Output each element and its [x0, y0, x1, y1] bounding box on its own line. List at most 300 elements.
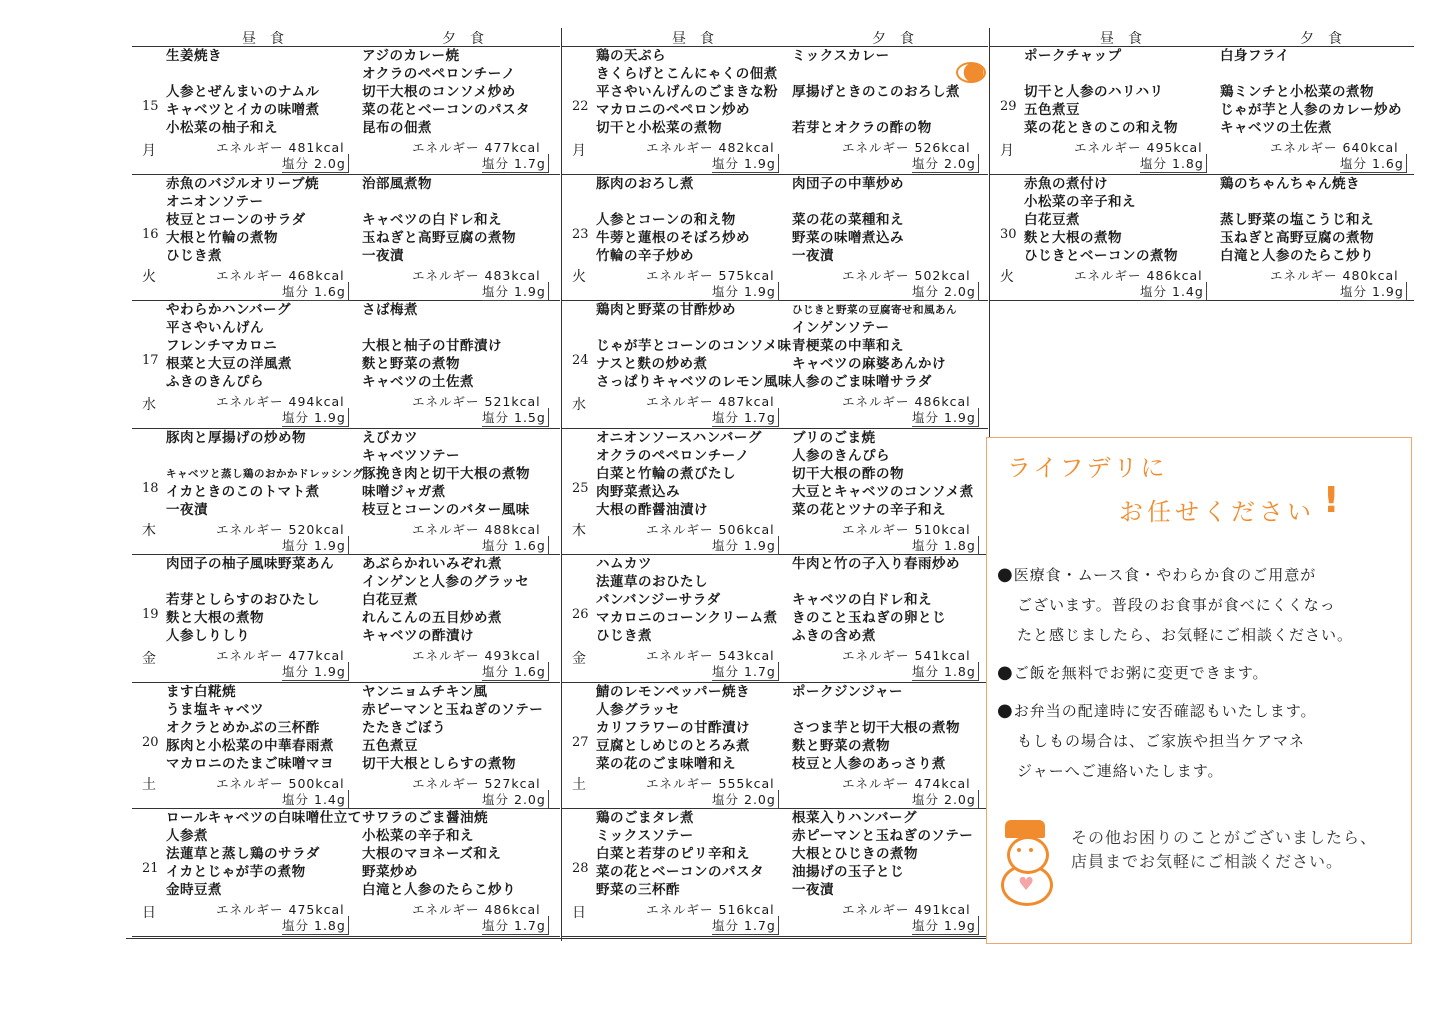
menu-item: 若芽としらすのおひたし: [166, 592, 320, 608]
menu-item: 青梗菜の中華和え: [792, 338, 904, 354]
lunch-menu: [166, 429, 364, 519]
menu-item: きくらげとこんにゃくの佃煮: [596, 66, 778, 82]
day-number: 15: [142, 99, 159, 114]
menu-item: キャベツの酢漬け: [362, 628, 474, 644]
menu-item: 菜の花とベーコンのパスタ: [362, 102, 530, 118]
menu-item: ひじき煮: [596, 628, 652, 644]
dinner-header: 夕食: [442, 31, 498, 47]
menu-item: 豚肉と厚揚げの炒め物: [166, 430, 306, 446]
menu-item: れんこんの五目炒め煮: [362, 610, 502, 626]
dinner-menu: [362, 301, 558, 391]
menu-item: [792, 701, 988, 719]
dinner-menu: [362, 809, 558, 899]
menu-item: 一夜漬: [792, 248, 834, 264]
day-number: 27: [572, 735, 589, 750]
menu-item: マカロニのたまご味噌マヨ: [166, 756, 334, 772]
menu-item: ヤンニョムチキン風: [362, 684, 488, 700]
lunch-menu: [596, 809, 794, 899]
menu-item: 治部風煮物: [362, 176, 432, 192]
dinner-energy: エネルギー 477kcal: [412, 140, 541, 155]
dinner-menu: [1220, 175, 1416, 265]
dinner-energy: エネルギー 486kcal: [412, 902, 541, 917]
menu-item: 一夜漬: [792, 882, 834, 898]
menu-item: 金時豆煮: [166, 882, 222, 898]
dinner-salt: 塩分 1.6g: [482, 662, 549, 681]
menu-item: 豚肉のおろし煮: [596, 176, 694, 192]
dinner-energy: エネルギー 488kcal: [412, 522, 541, 537]
day-of-week: 火: [1000, 269, 1014, 285]
menu-item: 枝豆と人参のあっさり煮: [792, 756, 946, 772]
menu-item: 肉団子の柚子風味野菜あん: [166, 556, 334, 572]
day-number: 26: [572, 607, 589, 622]
menu-item: [792, 193, 988, 211]
menu-item: うま塩キャベツ: [166, 702, 264, 718]
dinner-salt: 塩分 1.9g: [912, 408, 979, 427]
menu-item: 切干と人参のハリハリ: [1024, 84, 1164, 100]
lunch-energy: エネルギー 486kcal: [1074, 268, 1203, 283]
menu-item: 大根と柚子の甘酢漬け: [362, 338, 502, 354]
day-number: 24: [572, 353, 589, 368]
menu-item: ひじきとベーコンの煮物: [1024, 248, 1178, 264]
menu-item: 枝豆とコーンのバター風味: [362, 502, 530, 518]
menu-item: じゃが芋とコーンのコンソメ味: [596, 338, 792, 354]
dinner-header: 夕食: [1300, 31, 1356, 47]
lunch-header: 昼食: [672, 31, 728, 47]
menu-item: 厚揚げときのこのおろし煮: [792, 84, 960, 100]
menu-item: [1220, 193, 1416, 211]
lunch-energy: エネルギー 500kcal: [216, 776, 345, 791]
menu-item: 白滝と人参のたらこ炒り: [362, 882, 516, 898]
day-row: [562, 809, 988, 937]
menu-item: 五色煮豆: [362, 738, 418, 754]
day-of-week: 日: [142, 905, 156, 921]
menu-item: 昆布の佃煮: [362, 120, 432, 136]
menu-item: ミックスカレー: [792, 48, 890, 64]
menu-item: 肉団子の中華炒め: [792, 176, 904, 192]
lunch-menu: [166, 555, 364, 645]
dinner-energy: エネルギー 640kcal: [1270, 140, 1399, 155]
lunch-salt: 塩分 1.4g: [1140, 282, 1207, 301]
dinner-salt: 塩分 1.9g: [482, 282, 549, 301]
dinner-menu: [792, 683, 988, 773]
menu-item: 菜の花ときのこの和え物: [1024, 120, 1178, 136]
menu-item: 人参とコーンの和え物: [596, 212, 736, 228]
menu-item: ふきのきんぴら: [166, 374, 264, 390]
menu-item: さつま芋と切干大根の煮物: [792, 720, 960, 736]
lunch-energy: エネルギー 506kcal: [646, 522, 775, 537]
day-row: [562, 683, 988, 809]
lunch-menu: [596, 47, 794, 137]
day-row: [132, 47, 560, 175]
menu-item: ます白糀焼: [166, 684, 236, 700]
menu-item: 平さやいんげんのごまきな粉: [596, 84, 778, 100]
dinner-energy: エネルギー 541kcal: [842, 648, 971, 663]
menu-item: 野菜の三杯酢: [596, 882, 680, 898]
dinner-menu: [362, 175, 558, 265]
menu-item: オニオンソースハンバーグ: [596, 430, 762, 446]
menu-item: キャベツとイカの味噌煮: [166, 102, 320, 118]
menu-item: ひじき煮: [166, 248, 222, 264]
day-of-week: 火: [572, 269, 586, 285]
menu-item: バンバンジーサラダ: [596, 592, 721, 608]
dinner-menu: [792, 809, 988, 899]
day-of-week: 木: [572, 523, 586, 539]
menu-item: キャベツソテー: [362, 448, 460, 464]
menu-item: 一夜漬: [362, 248, 404, 264]
menu-item: オクラのペペロンチーノ: [362, 66, 516, 82]
menu-item: [596, 319, 794, 337]
dinner-menu: [362, 555, 558, 645]
menu-item: [362, 319, 558, 337]
lunch-menu: [166, 175, 364, 265]
lunch-salt: 塩分 1.7g: [712, 916, 779, 935]
day-of-week: 水: [572, 397, 586, 413]
menu-item: キャベツの白ドレ和え: [362, 212, 502, 228]
day-row: [132, 809, 560, 937]
menu-item: イカとじゃが芋の煮物: [166, 864, 306, 880]
menu-item: [1220, 65, 1416, 83]
dinner-energy: エネルギー 521kcal: [412, 394, 541, 409]
lunch-energy: エネルギー 487kcal: [646, 394, 775, 409]
menu-item: 人参のきんぴら: [792, 448, 890, 464]
day-number: 22: [572, 99, 589, 114]
day-number: 25: [572, 481, 589, 496]
lunch-menu: [166, 683, 364, 773]
dinner-energy: エネルギー 480kcal: [1270, 268, 1399, 283]
menu-item: 白菜と若芽のピリ辛和え: [596, 846, 750, 862]
day-number: 18: [142, 481, 159, 496]
week-column-1: [132, 28, 560, 937]
menu-item: 鶏のごまタレ煮: [596, 810, 694, 826]
lunch-menu: [166, 47, 364, 137]
menu-item: 野菜の味噌煮込み: [792, 230, 904, 246]
menu-item: 切干大根の酢の物: [792, 466, 904, 482]
menu-item: オクラのペペロンチーノ: [596, 448, 750, 464]
dinner-header: 夕食: [872, 31, 928, 47]
dinner-energy: エネルギー 510kcal: [842, 522, 971, 537]
mascot-icon: ♥: [999, 820, 1051, 902]
menu-item: 五色煮豆: [1024, 102, 1080, 118]
exclamation-mark: !: [1323, 480, 1340, 521]
lunch-energy: エネルギー 494kcal: [216, 394, 345, 409]
week-column-3: [990, 28, 1414, 301]
day-row: [562, 301, 988, 429]
menu-item: ミックスソテー: [596, 828, 694, 844]
menu-item: 切干大根のコンソメ炒め: [362, 84, 516, 100]
menu-item: 人参しりしり: [166, 628, 250, 644]
menu-item: 鶏肉と野菜の甘酢炒め: [596, 302, 736, 318]
menu-item: ひじきと野菜の豆腐寄せ和風あん: [792, 304, 957, 316]
menu-item: オニオンソテー: [166, 194, 264, 210]
dinner-menu: [792, 47, 988, 137]
day-number: 28: [572, 861, 589, 876]
menu-item: 人参とぜんまいのナムル: [166, 84, 320, 100]
lunch-energy: エネルギー 475kcal: [216, 902, 345, 917]
menu-item: ポークチャップ: [1024, 48, 1122, 64]
lunch-salt: 塩分 1.9g: [712, 154, 779, 173]
menu-item: 竹輪の辛子炒め: [596, 248, 694, 264]
bullet-icon: ●: [997, 564, 1014, 585]
menu-item: 人参煮: [166, 828, 208, 844]
lunch-menu: [596, 301, 794, 391]
menu-item: さば梅煮: [362, 302, 418, 318]
lunch-energy: エネルギー 543kcal: [646, 648, 775, 663]
lunch-salt: 塩分 1.7g: [712, 662, 779, 681]
day-number: 17: [142, 353, 159, 368]
day-row: [132, 429, 560, 555]
lunch-energy: エネルギー 482kcal: [646, 140, 775, 155]
menu-item: きのこと玉ねぎの卵とじ: [792, 610, 946, 626]
dinner-energy: エネルギー 474kcal: [842, 776, 971, 791]
menu-item: キャベツの麻婆あんかけ: [792, 356, 946, 372]
menu-item: あぶらかれいみぞれ煮: [362, 556, 502, 572]
menu-item: さっぱりキャベツのレモン風味: [596, 374, 792, 390]
menu-item: ロールキャベツの白味噌仕立て: [166, 810, 362, 826]
menu-item: 赤ピーマンと玉ねぎのソテー: [362, 702, 544, 718]
menu-item: 白滝と人参のたらこ炒り: [1220, 248, 1374, 264]
menu-item: 鶏のちゃんちゃん焼き: [1220, 176, 1360, 192]
lunch-salt: 塩分 1.9g: [282, 536, 349, 555]
day-of-week: 火: [142, 269, 156, 285]
day-row: [562, 555, 988, 683]
menu-item: 鶏の天ぷら: [596, 48, 666, 64]
menu-item: 菜の花とツナの辛子和え: [792, 502, 946, 518]
menu-item: キャベツの土佐煮: [1220, 120, 1332, 136]
day-row: [132, 555, 560, 683]
day-of-week: 水: [142, 397, 156, 413]
menu-item: ブリのごま焼: [792, 430, 876, 446]
bullet-porridge: ●ご飯を無料でお粥に変更できます。: [997, 662, 1269, 683]
lunch-menu: [166, 301, 364, 391]
menu-item: キャベツの土佐煮: [362, 374, 474, 390]
lunch-energy: エネルギー 477kcal: [216, 648, 345, 663]
day-number: 20: [142, 735, 159, 750]
menu-item: アジのカレー焼: [362, 48, 460, 64]
dinner-energy: エネルギー 527kcal: [412, 776, 541, 791]
info-box: [986, 437, 1412, 944]
menu-item: 豚肉と小松菜の中華春雨煮: [166, 738, 334, 754]
menu-item: 大根のマヨネーズ和え: [362, 846, 502, 862]
lunch-energy: エネルギー 495kcal: [1074, 140, 1203, 155]
menu-item: [166, 65, 364, 83]
menu-item: 根菜と大豆の洋風煮: [166, 356, 292, 372]
dinner-salt: 塩分 1.7g: [482, 154, 549, 173]
menu-item: 小松菜の柚子和え: [166, 120, 278, 136]
menu-item: 玉ねぎと高野豆腐の煮物: [362, 230, 516, 246]
menu-item: オクラとめかぶの三杯酢: [166, 720, 320, 736]
week-column-2: [562, 28, 988, 937]
lunch-menu: [596, 683, 794, 773]
menu-item: 玉ねぎと高野豆腐の煮物: [1220, 230, 1374, 246]
column-header: [132, 28, 560, 47]
menu-item: 鶏ミンチと小松菜の煮物: [1220, 84, 1374, 100]
menu-item: 大根と竹輪の煮物: [166, 230, 278, 246]
dinner-salt: 塩分 2.0g: [912, 790, 979, 809]
menu-item: 白花豆煮: [1024, 212, 1080, 228]
menu-item: 豆腐としめじのとろみ煮: [596, 738, 750, 754]
lunch-menu: [596, 555, 794, 645]
day-of-week: 金: [142, 651, 156, 667]
dinner-salt: 塩分 1.5g: [482, 408, 549, 427]
menu-item: 赤魚の煮付け: [1024, 176, 1108, 192]
lunch-energy: エネルギー 555kcal: [646, 776, 775, 791]
lunch-salt: 塩分 1.4g: [282, 790, 349, 809]
menu-item: キャベツの白ドレ和え: [792, 592, 932, 608]
dinner-salt: 塩分 1.9g: [1340, 282, 1407, 301]
lunch-energy: エネルギー 520kcal: [216, 522, 345, 537]
lunch-energy: エネルギー 516kcal: [646, 902, 775, 917]
menu-item: 麩と大根の煮物: [1024, 230, 1122, 246]
lunch-salt: 塩分 1.9g: [282, 662, 349, 681]
dinner-menu: [792, 175, 988, 265]
menu-item: 根菜入りハンバーグ: [792, 810, 918, 826]
menu-item: 生姜焼き: [166, 48, 222, 64]
menu-item: 牛蒡と蓮根のそぼろ炒め: [596, 230, 750, 246]
dinner-menu: [362, 683, 558, 773]
menu-item: 白身フライ: [1220, 48, 1290, 64]
menu-item: 切干大根としらすの煮物: [362, 756, 516, 772]
lunch-header: 昼食: [1100, 31, 1156, 47]
menu-item: 赤ピーマンと玉ねぎのソテー: [792, 828, 974, 844]
menu-item: 鯖のレモンペッパー焼き: [596, 684, 750, 700]
dinner-salt: 塩分 2.0g: [912, 282, 979, 301]
day-of-week: 月: [1000, 143, 1014, 159]
menu-item: マカロニのペペロン炒め: [596, 102, 750, 118]
lunch-energy: エネルギー 481kcal: [216, 140, 345, 155]
menu-item: 豚挽き肉と切干大根の煮物: [362, 466, 530, 482]
column-divider: [561, 28, 562, 941]
menu-item: [166, 573, 364, 591]
bottom-rule: [126, 938, 988, 939]
dinner-salt: 塩分 1.6g: [1340, 154, 1407, 173]
lunch-energy: エネルギー 575kcal: [646, 268, 775, 283]
info-title-line2: お任せください: [1119, 498, 1315, 526]
dinner-menu: [362, 47, 558, 137]
info-bullets: [997, 560, 1407, 794]
menu-item: 蒸し野菜の塩こうじ和え: [1220, 212, 1374, 228]
menu-item: [596, 193, 794, 211]
menu-item: インゲンソテー: [792, 320, 890, 336]
dinner-salt: 塩分 1.8g: [912, 536, 979, 555]
day-number: 16: [142, 227, 159, 242]
menu-item: [792, 573, 988, 591]
menu-item: 野菜炒め: [362, 864, 418, 880]
menu-item: 人参のごま味噌サラダ: [792, 374, 932, 390]
day-of-week: 金: [572, 651, 586, 667]
dinner-salt: 塩分 1.7g: [482, 916, 549, 935]
dinner-menu: [792, 555, 988, 645]
day-row: [990, 47, 1414, 175]
menu-item: ポークジンジャー: [792, 684, 904, 700]
day-number: 19: [142, 607, 159, 622]
lunch-menu: [1024, 47, 1222, 137]
menu-item: [362, 193, 558, 211]
menu-item: ナスと麩の炒め煮: [596, 356, 708, 372]
menu-item: カリフラワーの甘酢漬け: [596, 720, 750, 736]
lunch-menu: [1024, 175, 1222, 265]
dinner-energy: エネルギー 493kcal: [412, 648, 541, 663]
lunch-salt: 塩分 2.0g: [282, 154, 349, 173]
lunch-energy: エネルギー 468kcal: [216, 268, 345, 283]
dinner-salt: 塩分 1.6g: [482, 536, 549, 555]
menu-item: [1024, 65, 1222, 83]
menu-item: イカときのこのトマト煮: [166, 484, 320, 500]
menu-item: 人参グラッセ: [596, 702, 680, 718]
menu-item: 菜の花とベーコンのパスタ: [596, 864, 764, 880]
menu-item: フレンチマカロニ: [166, 338, 278, 354]
column-header: [562, 28, 988, 47]
bullet-safety-check: ●お弁当の配達時に安否確認もいたします。 もしもの場合は、ご家族や担当ケアマネ ジャーへご連絡いたします。: [997, 700, 1317, 780]
day-number: 21: [142, 861, 159, 876]
day-row: [562, 47, 988, 175]
bullet-icon: ●: [997, 662, 1014, 683]
menu-item: 赤魚のバジルオリーブ焼: [166, 176, 319, 192]
menu-item: 大豆とキャベツのコンソメ煮: [792, 484, 974, 500]
info-title-line1: ライフデリに: [1007, 454, 1168, 482]
menu-item: じゃが芋と人参のカレー炒め: [1220, 102, 1402, 118]
menu-item: 平さやいんげん: [166, 320, 264, 336]
menu-item: 麩と大根の煮物: [166, 610, 264, 626]
day-row: [132, 683, 560, 809]
menu-item: 枝豆とコーンのサラダ: [166, 212, 306, 228]
menu-item: ハムカツ: [596, 556, 652, 572]
dinner-salt: 塩分 2.0g: [482, 790, 549, 809]
lunch-salt: 塩分 1.8g: [282, 916, 349, 935]
menu-item: 小松菜の辛子和え: [1024, 194, 1136, 210]
menu-item: やわらかハンバーグ: [166, 302, 292, 318]
menu-item: 白花豆煮: [362, 592, 418, 608]
lunch-menu: [166, 809, 364, 899]
menu-item: 肉野菜煮込み: [596, 484, 680, 500]
lunch-salt: 塩分 1.6g: [282, 282, 349, 301]
lunch-salt: 塩分 1.9g: [282, 408, 349, 427]
lunch-menu: [596, 175, 794, 265]
column-header: [990, 28, 1414, 47]
menu-item: マカロニのコーンクリーム煮: [596, 610, 778, 626]
menu-item: 一夜漬: [166, 502, 208, 518]
menu-item: 白菜と竹輪の煮びたし: [596, 466, 736, 482]
day-of-week: 日: [572, 905, 586, 921]
lunch-header: 昼食: [242, 31, 298, 47]
menu-item: 麩と野菜の煮物: [792, 738, 890, 754]
menu-item: たたきごぼう: [362, 720, 446, 736]
dinner-menu: [1220, 47, 1416, 137]
day-of-week: 土: [142, 777, 156, 793]
day-row: [990, 175, 1414, 301]
menu-item: 菜の花の菜種和え: [792, 212, 904, 228]
menu-item: 法蓮草のおひたし: [596, 574, 708, 590]
day-of-week: 月: [142, 143, 156, 159]
dinner-menu: [792, 301, 988, 391]
menu-item: 菜の花のごま味噌和え: [596, 756, 736, 772]
menu-item: 若芽とオクラの酢の物: [792, 120, 932, 136]
lunch-salt: 塩分 2.0g: [712, 790, 779, 809]
lunch-salt: 塩分 1.9g: [712, 536, 779, 555]
dinner-energy: エネルギー 526kcal: [842, 140, 971, 155]
menu-item: キャベツと蒸し鶏のおかかドレッシング: [166, 468, 364, 480]
menu-item: 油揚げの玉子とじ: [792, 864, 904, 880]
menu-item: [166, 447, 364, 465]
day-number: 23: [572, 227, 589, 242]
menu-item: [792, 101, 988, 119]
dinner-energy: エネルギー 502kcal: [842, 268, 971, 283]
menu-item: 切干と小松菜の煮物: [596, 120, 722, 136]
dinner-energy: エネルギー 486kcal: [842, 394, 971, 409]
dinner-energy: エネルギー 483kcal: [412, 268, 541, 283]
day-of-week: 木: [142, 523, 156, 539]
menu-item: インゲンと人参のグラッセ: [362, 574, 530, 590]
menu-item: えびカツ: [362, 430, 418, 446]
